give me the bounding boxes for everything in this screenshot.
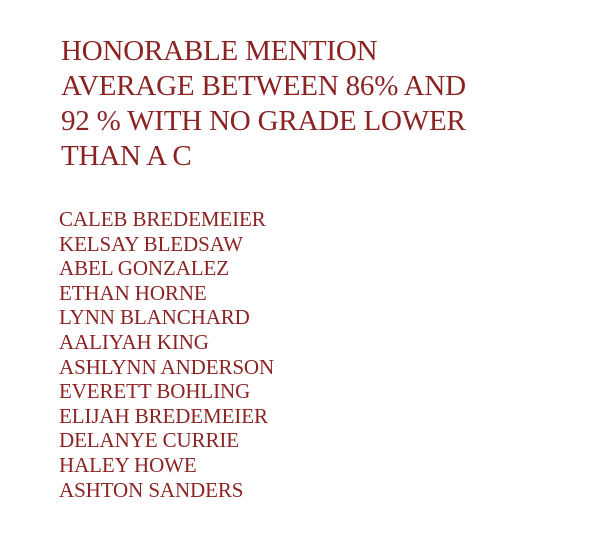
list-item: ELIJAH BREDEMEIER (59, 403, 268, 428)
list-item: CALEB BREDEMEIER (59, 207, 266, 231)
list-item: ASHTON SANDERS (59, 477, 244, 502)
list-item: ASHLYNN ANDERSON (59, 354, 275, 379)
title-line-3: 92 % WITH NO GRADE LOWER (61, 105, 466, 137)
title-line-1: HONORABLE MENTION (61, 35, 378, 67)
title-line-2: AVERAGE BETWEEN 86% AND (61, 70, 466, 102)
list-item: HALEY HOWE (59, 452, 197, 477)
list-item: KELSAY BLEDSAW (59, 231, 243, 256)
list-item: DELANYE CURRIE (59, 428, 240, 453)
list-item: EVERETT BOHLING (59, 379, 251, 404)
page-title (61, 34, 581, 174)
list-item: ETHAN HORNE (59, 280, 207, 305)
list-item: ABEL GONZALEZ (59, 256, 229, 281)
list-item: AALIYAH KING (59, 329, 209, 354)
student-name-list (59, 207, 274, 502)
list-item: LYNN BLANCHARD (59, 305, 250, 330)
title-line-4: THAN A C (61, 140, 192, 172)
